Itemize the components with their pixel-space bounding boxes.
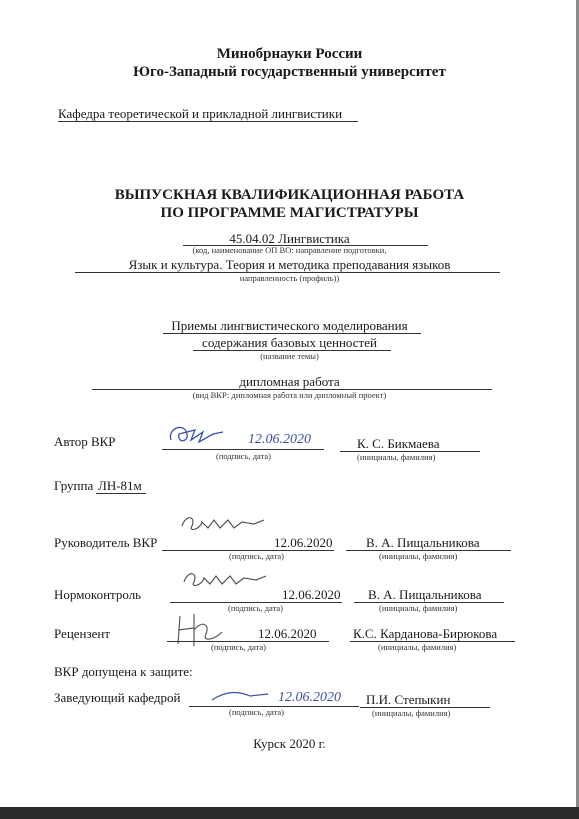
author-sig-caption: (подпись, дата) [216,451,272,461]
ministry: Минобрнауки России [216,46,363,62]
supervisor-signature [178,512,268,534]
head-signature [210,688,270,704]
reviewer-sig-caption: (подпись, дата) [211,642,267,652]
supervisor-sig-caption: (подпись, дата) [229,551,285,561]
head-date: 12.06.2020 [278,690,341,705]
scan-margin-left [0,0,27,819]
reviewer-label: Рецензент [54,626,111,641]
reviewer-name-caption: (инициалы, фамилия) [378,642,457,652]
group-value: ЛН-81м [98,478,142,493]
topic-caption: (название темы) [260,351,319,361]
doc-title-line1: ВЫПУСКНАЯ КВАЛИФИКАЦИОННАЯ РАБОТА [114,187,465,203]
author-label: Автор ВКР [54,434,116,449]
head-name: П.И. Степыкин [366,692,451,707]
author-name: К. С. Бикмаева [357,436,440,451]
supervisor-name-caption: (инициалы, фамилия) [379,551,458,561]
group-label: Группа [54,478,94,493]
topic-line1: Приемы лингвистического моделирования [171,318,408,333]
department-underline [58,121,358,122]
normcontrol-date: 12.06.2020 [282,587,341,602]
normcontrol-name: В. А. Пищальникова [368,587,482,602]
head-name-caption: (инициалы, фамилия) [372,708,451,718]
normcontrol-label: Нормоконтроль [54,587,142,602]
reviewer-date: 12.06.2020 [258,626,317,641]
department: Кафедра теоретической и прикладной лингвистики [58,106,343,121]
direction-code: 45.04.02 Лингвистика [229,231,350,246]
reviewer-name: К.С. Карданова-Бирюкова [353,626,498,641]
university: Юго-Западный государственный университет [133,64,446,80]
topic-line2: содержания базовых ценностей [202,335,377,350]
footer-city-year: Курск 2020 г. [253,736,326,751]
head-sig-caption: (подпись, дата) [229,707,285,717]
work-type: дипломная работа [239,374,340,389]
doc-title-line2: ПО ПРОГРАММЕ МАГИСТРАТУРЫ [160,205,419,221]
group-underline [96,493,146,494]
author-signature [165,420,225,450]
profile-caption: направленность (профиль)) [239,273,340,283]
author-name-caption: (инициалы, фамилия) [357,452,436,462]
normcontrol-sig-caption: (подпись, дата) [228,603,284,613]
profile: Язык и культура. Теория и методика преподавания языков [128,257,451,272]
work-type-caption: (вид ВКР: дипломная работа или дипломный проект) [192,390,387,400]
scan-margin-bottom [0,807,579,819]
author-sig-underline [162,449,324,450]
admitted-text: ВКР допущена к защите: [54,664,193,679]
topic-underline1 [163,333,421,334]
author-date: 12.06.2020 [248,432,311,447]
normcontrol-signature [180,568,270,590]
supervisor-date: 12.06.2020 [274,535,333,550]
normcontrol-name-caption: (инициалы, фамилия) [379,603,458,613]
supervisor-name: В. А. Пищальникова [366,535,480,550]
direction-caption: (код, наименование ОП ВО: направление подготовки, [192,245,387,255]
head-label: Заведующий кафедрой [54,690,181,705]
supervisor-label: Руководитель ВКР [54,535,158,550]
